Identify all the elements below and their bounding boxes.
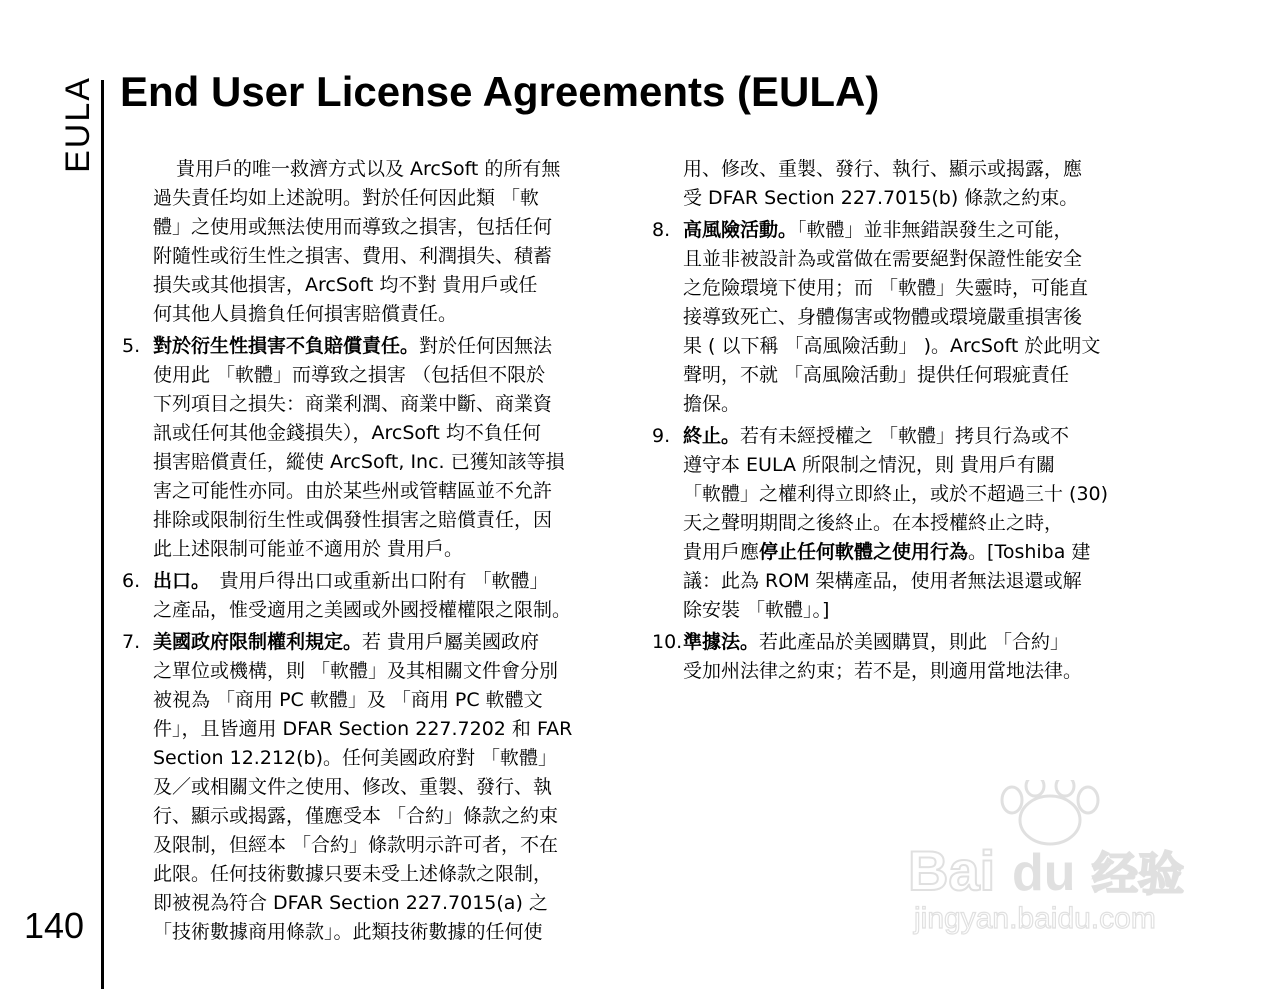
svg-text:du: du [1012, 844, 1076, 902]
svg-text:Bai: Bai [908, 839, 996, 902]
text-line: 貴用戶的唯一救濟方式以及 ArcSoft 的所有無 [176, 158, 561, 180]
text-line: 且並非被設計為或當做在需要絕對保證性能安全 [683, 248, 1083, 270]
text-line: 「技術數據商用條款」。此類技術數據的任何使 [153, 921, 543, 943]
text-line: 害之可能性亦同。由於某些州或管轄區並不允許 [153, 480, 553, 502]
text-line: 「軟體」之權利得立即終止，或於不超過三十 (30) [683, 483, 1109, 505]
text-line: 及限制，但經本 「合約」條款明示許可者，不在 [153, 834, 559, 856]
text-line: 過失責任均如上述說明。對於任何因此類 「軟 [153, 187, 540, 209]
text-line: 損害賠償責任，縱使 ArcSoft, Inc. 已獲知該等損 [153, 451, 565, 473]
baidu-watermark-logo [900, 780, 1200, 940]
clause-text: 若 貴用戶屬美國政府 [362, 631, 540, 653]
clause-number: 7. [122, 631, 141, 653]
clause-number: 8. [652, 219, 671, 241]
text-line: 遵守本 EULA 所限制之情況，則 貴用戶有關 [683, 454, 1056, 476]
clause-6 [122, 567, 632, 625]
clause-10 [652, 628, 1164, 686]
text-line: 行、顯示或揭露，僅應受本 「合約」條款之約束 [153, 805, 559, 827]
margin-rule [101, 80, 104, 989]
text-line: 受加州法律之約束；若不是，則適用當地法律。 [683, 660, 1083, 682]
text-line: 之單位或機構，則 「軟體」及其相關文件會分別 [153, 660, 559, 682]
clause-number: 6. [122, 570, 141, 592]
text-line [652, 538, 1164, 567]
text-line: 體」之使用或無法使用而導致之損害，包括任何 [153, 216, 553, 238]
text-line: 受 DFAR Section 227.7015(b) 條款之約束。 [683, 187, 1079, 209]
text-line: 件」，且皆適用 DFAR Section 227.7202 和 FAR [153, 718, 573, 740]
clause-text: 對於任何因無法 [419, 335, 553, 357]
text-line: Section 12.212(b)。任何美國政府對 「軟體」 [153, 747, 558, 769]
clause-number: 9. [652, 425, 671, 447]
clause-number: 10. [652, 631, 683, 653]
text-line: 接導致死亡、身體傷害或物體或環境嚴重損害後 [683, 306, 1083, 328]
text-line: 被視為 「商用 PC 軟體」及 「商用 PC 軟體文 [153, 689, 543, 711]
text-line: 擔保。 [683, 393, 741, 415]
section-tab [58, 75, 98, 173]
text-line: 訊或任何其他金錢損失），ArcSoft 均不負任何 [153, 422, 541, 444]
clause-first-line [122, 628, 632, 657]
text-line: 聲明，不就 「高風險活動」提供任何瑕疵責任 [683, 364, 1070, 386]
clause-first-line [122, 567, 632, 596]
clause-7-continued [652, 155, 1164, 213]
clause-first-line [652, 216, 1164, 245]
text-line: 之危險環境下使用；而 「軟體」失靈時，可能直 [683, 277, 1089, 299]
text-line: 使用此 「軟體」而導致之損害 （包括但不限於 [153, 364, 546, 386]
text-line: 除安裝 「軟體」。] [683, 599, 830, 621]
clause-text: 。[Toshiba 建 [968, 541, 1091, 563]
text-line: 天之聲明期間之後終止。在本授權終止之時， [683, 512, 1064, 534]
page-number: 140 [24, 905, 85, 946]
left-column [122, 155, 632, 947]
clause-text: 「軟體」並非無錯誤發生之可能， [797, 219, 1073, 241]
page-title: End User License Agreements (EULA) [120, 68, 880, 115]
section-tab-label: EULA [58, 75, 97, 173]
text-line: 用、修改、重製、發行、執行、顯示或揭露，應 [683, 158, 1083, 180]
text-line: 何其他人員擔負任何損害賠償責任。 [153, 303, 458, 325]
clause-text: 貴用戶得出口或重新出口附有 「軟體」 [200, 570, 549, 592]
clause-heading: 終止。 [683, 425, 741, 447]
clause-heading: 高風險活動。 [683, 219, 798, 241]
clause-heading: 出口。 [153, 570, 201, 592]
text-line: 損失或其他損害，ArcSoft 均不對 貴用戶或任 [153, 274, 538, 296]
clause-number: 5. [122, 335, 141, 357]
clause-first-line [652, 422, 1164, 451]
svg-text:经验: 经验 [1092, 847, 1184, 901]
text-line: 附隨性或衍生性之損害、費用、利潤損失、積蓄 [153, 245, 553, 267]
text-line: 及／或相關文件之使用、修改、重製、發行、執 [153, 776, 553, 798]
text-line: 果 ( 以下稱 「高風險活動」 )。ArcSoft 於此明文 [683, 335, 1101, 357]
clause-first-line [652, 628, 1164, 657]
text-line: 下列項目之損失：商業利潤、商業中斷、商業資 [153, 393, 553, 415]
clause-8 [652, 216, 1164, 419]
text-line: 此上述限制可能並不適用於 貴用戶。 [153, 538, 464, 560]
clause-heading: 準據法。 [683, 631, 760, 653]
clause-text: 若有未經授權之 「軟體」拷貝行為或不 [740, 425, 1070, 447]
clause-emphasis: 停止任何軟體之使用行為 [759, 541, 969, 563]
clause-first-line [122, 332, 632, 361]
clause-text: 貴用戶應 [683, 541, 760, 563]
text-line: 之產品，惟受適用之美國或外國授權權限之限制。 [153, 599, 572, 621]
right-column [652, 155, 1164, 686]
clause-7 [122, 628, 632, 947]
text-line: 此限。任何技術數據只要未受上述條款之限制， [153, 863, 553, 885]
clause-text: 若此產品於美國購買，則此 「合約」 [759, 631, 1070, 653]
intro-paragraph [122, 155, 632, 329]
text-line: 議：此為 ROM 架構產品，使用者無法退還或解 [683, 570, 1082, 592]
text-line: 排除或限制衍生性或偶發性損害之賠償責任，因 [153, 509, 553, 531]
clause-heading: 美國政府限制權利規定。 [153, 631, 363, 653]
text-line: 即被視為符合 DFAR Section 227.7015(a) 之 [153, 892, 548, 914]
svg-text:jingyan.baidu.com: jingyan.baidu.com [914, 902, 1156, 935]
clause-5 [122, 332, 632, 564]
clause-9 [652, 422, 1164, 625]
clause-heading: 對於衍生性損害不負賠償責任。 [153, 335, 420, 357]
